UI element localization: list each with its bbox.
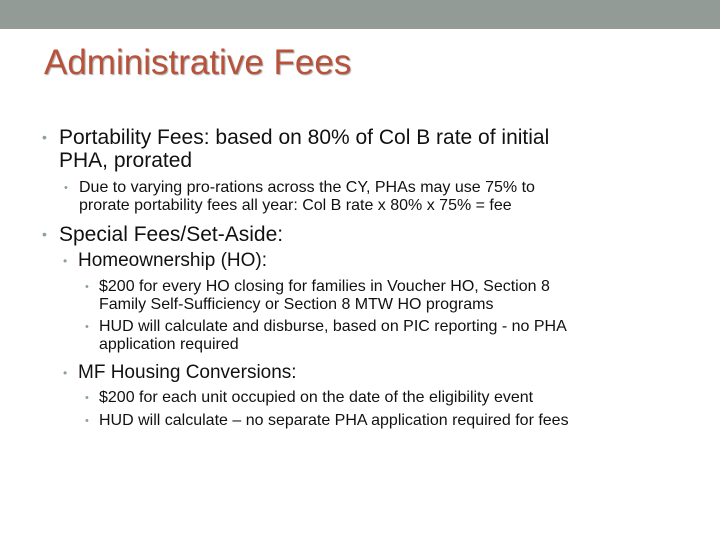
bullet-portability-fees [42, 126, 682, 172]
bullet-icon: • [85, 321, 89, 333]
bullet-icon: • [85, 392, 89, 404]
bullet-text-line: Family Self-Sufficiency or Section 8 MTW HO programs [99, 296, 494, 313]
top-accent-bar [0, 0, 720, 29]
bullet-icon: • [85, 415, 89, 427]
bullet-text-line: Due to varying pro-rations across the CY, PHAs may use 75% to [79, 179, 535, 196]
bullet-text-line: HUD will calculate – no separate PHA application required for fees [99, 412, 569, 429]
sub-bullet-mf-housing [42, 362, 682, 383]
bullet-special-fees [42, 223, 682, 246]
bullet-text-line: Special Fees/Set-Aside: [59, 223, 284, 246]
sub-sub-bullet-ho-closing [42, 278, 682, 314]
bullet-icon: • [64, 182, 68, 194]
sub-sub-bullet-unit-occupied [42, 389, 682, 407]
bullet-icon: • [63, 254, 68, 268]
bullet-text-line: application required [99, 336, 239, 353]
bullet-text-line: $200 for every HO closing for families in Voucher HO, Section 8 [99, 278, 550, 295]
bullet-text-line: PHA, prorated [59, 149, 193, 172]
sub-bullet-proration [42, 179, 682, 215]
sub-sub-bullet-hud-calculate [42, 318, 682, 354]
bullet-text-line: prorate portability fees all year: Col B rate x 80% x 75% = fee [79, 197, 512, 214]
bullet-icon: • [63, 366, 68, 380]
slide-body [42, 126, 682, 430]
sub-sub-bullet-no-application [42, 412, 682, 430]
bullet-icon: • [42, 226, 47, 242]
bullet-text-line: HUD will calculate and disburse, based on PIC reporting - no PHA [99, 318, 567, 335]
bullet-icon: • [85, 281, 89, 293]
sub-bullet-homeownership [42, 250, 682, 271]
bullet-text-line: $200 for each unit occupied on the date of the eligibility event [99, 389, 534, 406]
bullet-text-line: Portability Fees: based on 80% of Col B rate of initial [59, 126, 550, 149]
bullet-icon: • [42, 129, 47, 145]
slide-title: Administrative Fees [44, 43, 352, 82]
bullet-text-line: MF Housing Conversions: [78, 362, 297, 383]
bullet-text-line: Homeownership (HO): [78, 250, 267, 271]
